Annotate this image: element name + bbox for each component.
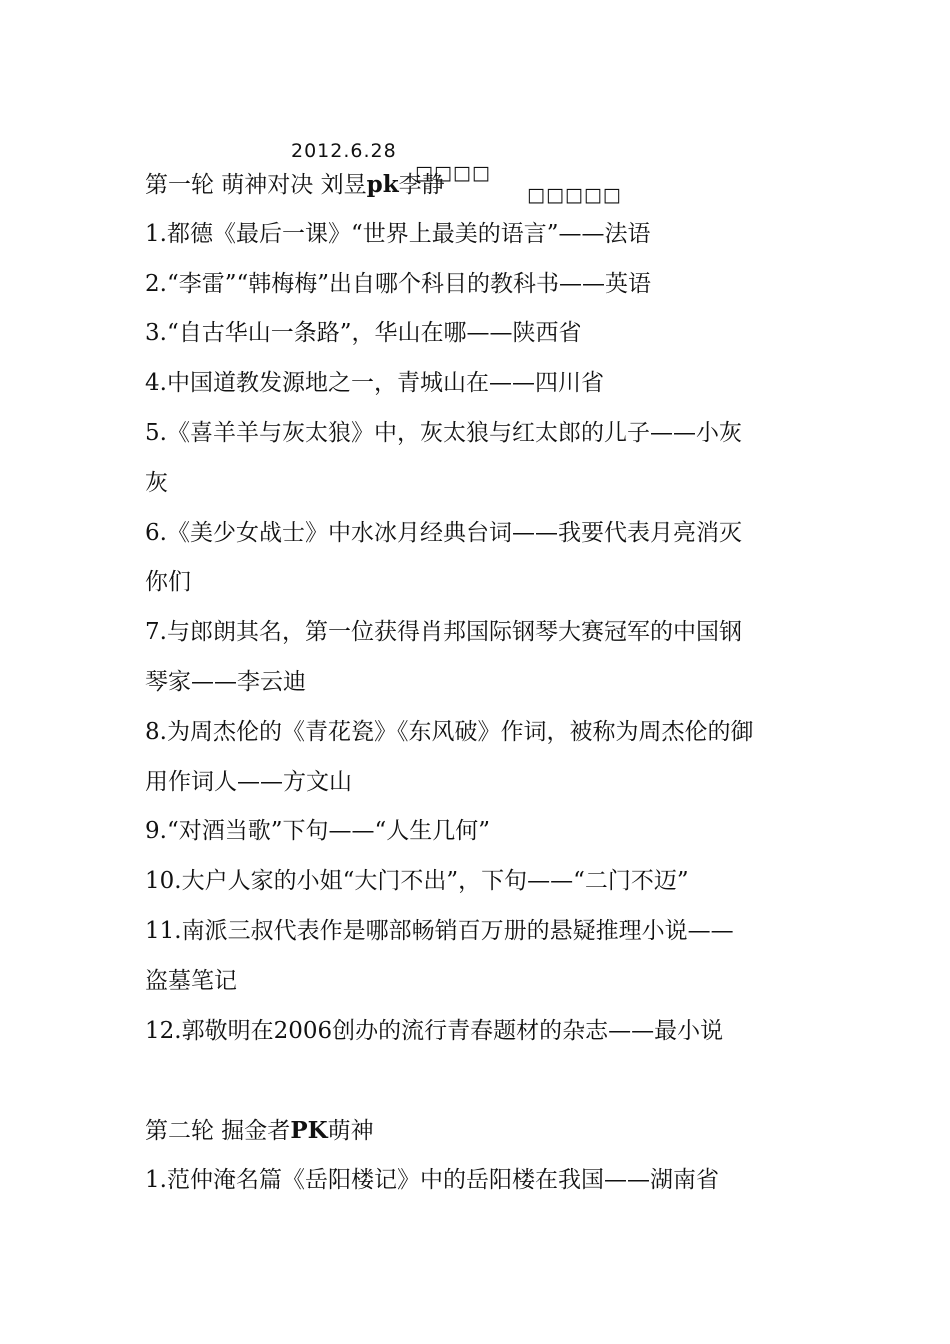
section-spacer [145, 1056, 810, 1106]
round1-title [145, 160, 810, 210]
round1-line-3: 3.“自古华山一条路”，华山在哪——陕西省 [145, 320, 582, 347]
round1-line-17: 12.郭敬明在2006创办的流行青春题材的杂志——最小说 [145, 1017, 724, 1044]
round2-title-prefix: 第二轮 掘金者 [145, 1118, 291, 1145]
header-date: 2012.6.28 [291, 140, 397, 162]
round1-line-7: 6.《美少女战士》中水冰月经典台词——我要代表月亮消灭 [145, 519, 742, 546]
round1-line-8: 你们 [145, 569, 191, 596]
round1-line-16: 盗墓笔记 [145, 967, 237, 994]
round1-line-4: 4.中国道教发源地之一，青城山在——四川省 [145, 370, 604, 397]
round1-line-5: 5.《喜羊羊与灰太狼》中，灰太狼与红太郎的儿子——小灰 [145, 419, 742, 446]
header-placeholder-a: □□□□ [415, 162, 491, 184]
round1-title-vs: pk [366, 171, 399, 198]
round1-line-14: 10.大户人家的小姐“大门不出”，下句——“二门不迈” [145, 868, 689, 895]
round1-title-suffix: 李静 [398, 172, 445, 198]
round2-title-vs: PK [290, 1117, 328, 1145]
round1-line-11: 8.为周杰伦的《青花瓷》《东风破》作词，被称为周杰伦的御 [145, 718, 754, 745]
header-placeholder-b: □□□□□ [527, 184, 622, 206]
round1-line-10: 琴家——李云迪 [145, 668, 306, 695]
round1-line-12: 用作词人——方文山 [145, 768, 352, 795]
round1-line-6: 灰 [145, 469, 168, 496]
round1-line-1: 1.都德《最后一课》“世界上最美的语言”——法语 [145, 220, 651, 247]
round2-title [145, 1106, 810, 1156]
round1-line-13: 9.“对酒当歌”下句——“人生几何” [145, 818, 490, 845]
round1-line-2: 2.“李雷”“韩梅梅”出自哪个科目的教科书——英语 [145, 270, 651, 297]
round2-title-suffix: 萌神 [327, 1118, 374, 1145]
document-body [145, 160, 810, 1206]
round1-line-15: 11.南派三叔代表作是哪部畅销百万册的悬疑推理小说—— [145, 917, 734, 944]
round1-title-prefix: 第一轮 萌神对决 刘昱 [145, 172, 367, 198]
round1-line-9: 7.与郎朗其名，第一位获得肖邦国际钢琴大赛冠军的中国钢 [145, 619, 742, 646]
round2-line-1: 1.范仲淹名篇《岳阳楼记》中的岳阳楼在我国——湖南省 [145, 1166, 719, 1193]
